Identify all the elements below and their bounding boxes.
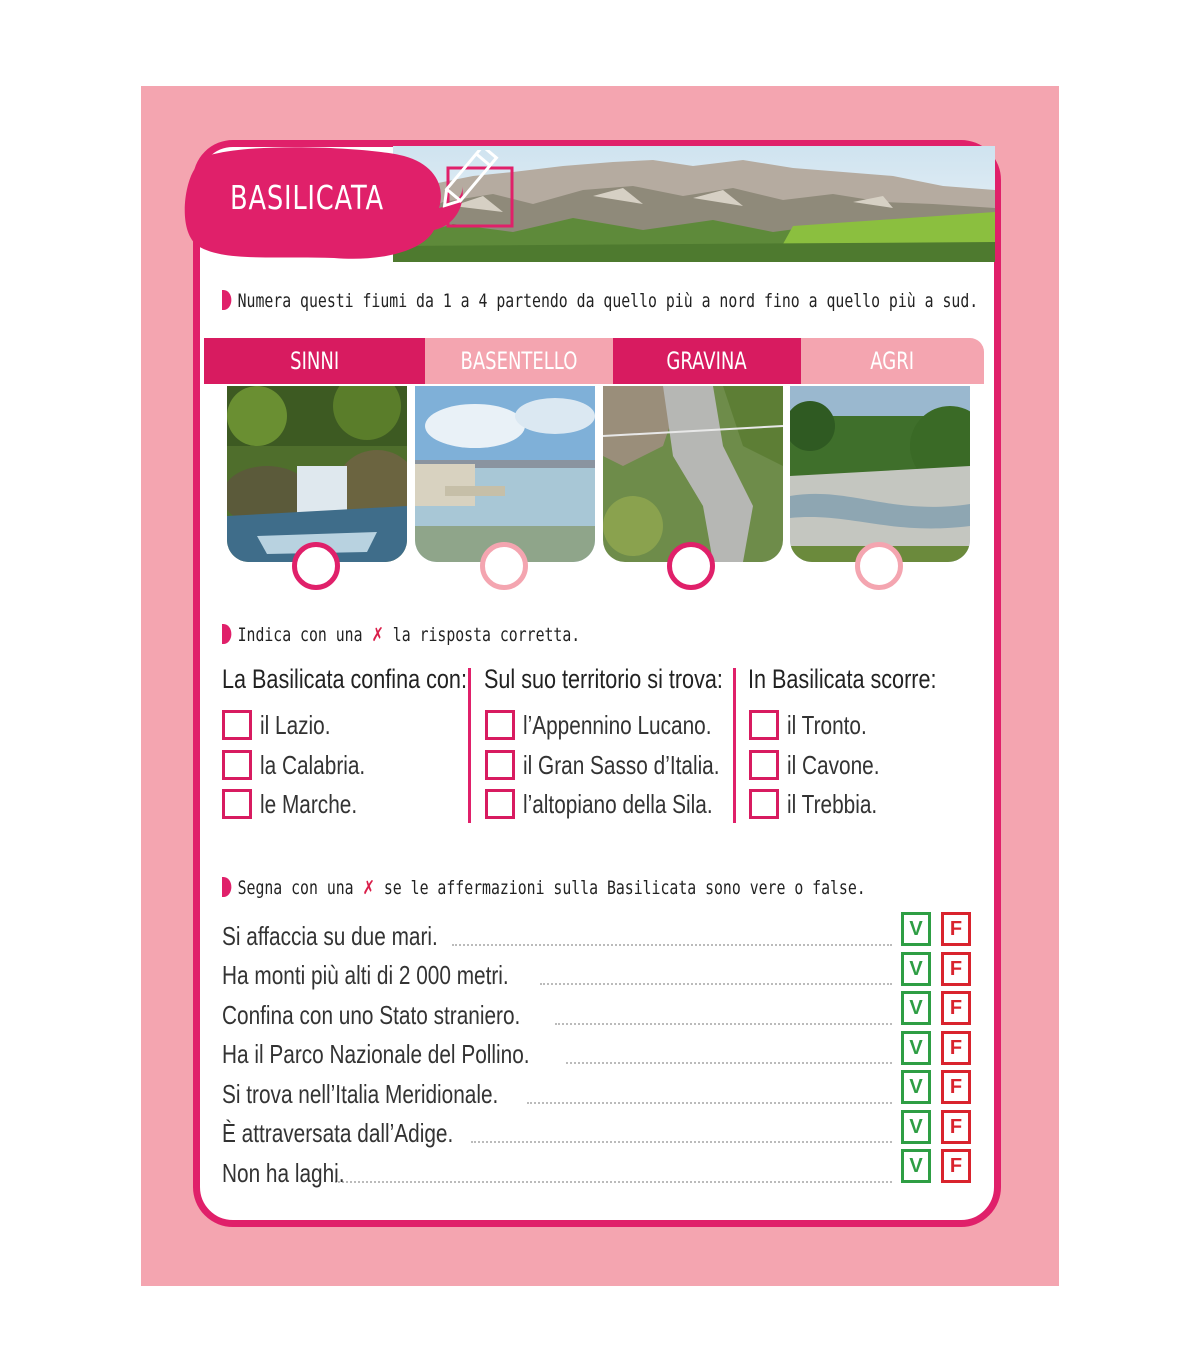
river-photo-4	[790, 386, 970, 562]
true-box[interactable]: V	[901, 952, 931, 986]
bullet-marker-icon	[222, 877, 231, 897]
tab-river-3: GRAVINA	[613, 338, 801, 384]
false-box[interactable]: F	[941, 912, 971, 946]
option-checkbox[interactable]: la Calabria.	[222, 748, 392, 782]
checkbox[interactable]	[749, 710, 779, 740]
false-box[interactable]: F	[941, 1149, 971, 1183]
tab-river-4: AGRI	[801, 338, 984, 384]
option-checkbox[interactable]: il Gran Sasso d’Italia.	[485, 748, 769, 782]
statement-row: Confina con uno Stato straniero.	[222, 995, 892, 1031]
statement-row: Si trova nell’Italia Meridionale.	[222, 1074, 892, 1110]
statement-row: Si affaccia su due mari.	[222, 916, 892, 952]
answer-circle-4[interactable]	[855, 542, 903, 590]
section3-instruction: Segna con una ✗ se le affermazioni sulla Basilicata sono vere o false.	[222, 877, 866, 899]
checkbox[interactable]	[485, 789, 515, 819]
true-box[interactable]: V	[901, 1149, 931, 1183]
question-heading-3: In Basilicata scorre:	[748, 664, 937, 694]
tab-river-1: SINNI	[204, 338, 425, 384]
checkbox[interactable]	[485, 710, 515, 740]
checkbox[interactable]	[222, 750, 252, 780]
statement-row: Ha monti più alti di 2 000 metri.	[222, 955, 892, 991]
page-title: BASILICATA	[230, 178, 384, 217]
bullet-marker-icon	[222, 290, 231, 310]
true-box[interactable]: V	[901, 912, 931, 946]
river-photo-3	[603, 386, 783, 562]
x-mark-icon: ✗	[371, 624, 384, 646]
statement-row: È attraversata dall’Adige.	[222, 1113, 892, 1149]
option-checkbox[interactable]: l’altopiano della Sila.	[485, 787, 760, 821]
checkbox[interactable]	[749, 789, 779, 819]
question-heading-2: Sul suo territorio si trova:	[484, 664, 723, 694]
checkbox[interactable]	[485, 750, 515, 780]
question-heading-1: La Basilicata confina con:	[222, 664, 467, 694]
bullet-marker-icon	[222, 624, 231, 644]
answer-circle-3[interactable]	[667, 542, 715, 590]
option-checkbox[interactable]: il Lazio.	[222, 708, 348, 742]
false-box[interactable]: F	[941, 1110, 971, 1144]
option-checkbox[interactable]: il Cavone.	[749, 748, 903, 782]
checkbox[interactable]	[222, 710, 252, 740]
false-box[interactable]: F	[941, 1070, 971, 1104]
statement-row: Ha il Parco Nazionale del Pollino.	[222, 1034, 892, 1070]
river-photo-1	[227, 386, 407, 562]
false-box[interactable]: F	[941, 1031, 971, 1065]
option-checkbox[interactable]: le Marche.	[222, 787, 381, 821]
true-box[interactable]: V	[901, 1110, 931, 1144]
pencil-icon	[430, 150, 520, 230]
x-mark-icon: ✗	[362, 877, 375, 899]
true-box[interactable]: V	[901, 1031, 931, 1065]
option-checkbox[interactable]: l’Appennino Lucano.	[485, 708, 759, 742]
true-box[interactable]: V	[901, 1070, 931, 1104]
column-divider	[468, 668, 471, 823]
section1-instruction: Numera questi fiumi da 1 a 4 partendo da quello più a nord fino a quello più a sud.	[222, 290, 978, 312]
false-box[interactable]: F	[941, 952, 971, 986]
statement-row: Non ha laghi.	[222, 1153, 892, 1189]
answer-circle-2[interactable]	[480, 542, 528, 590]
section2-instruction: Indica con una ✗ la risposta corretta.	[222, 624, 580, 646]
true-box[interactable]: V	[901, 991, 931, 1025]
tab-river-2: BASENTELLO	[425, 338, 613, 384]
checkbox[interactable]	[749, 750, 779, 780]
false-box[interactable]: F	[941, 991, 971, 1025]
checkbox[interactable]	[222, 789, 252, 819]
answer-circle-1[interactable]	[292, 542, 340, 590]
option-checkbox[interactable]: il Tronto.	[749, 708, 887, 742]
option-checkbox[interactable]: il Trebbia.	[749, 787, 900, 821]
river-photo-2	[415, 386, 595, 562]
